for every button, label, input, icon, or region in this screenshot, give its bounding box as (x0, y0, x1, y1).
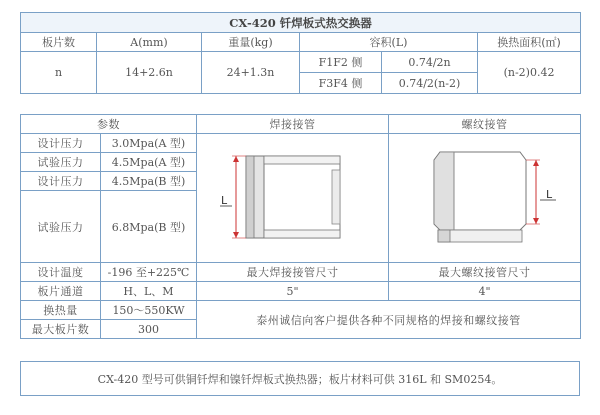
area-label: 换热量 (21, 301, 101, 320)
row-label: 试验压力 (21, 191, 101, 263)
value-plate-count: n (21, 52, 97, 94)
row-value: 4.5Mpa(A 型) (101, 153, 197, 172)
channel-value: H、L、M (101, 282, 197, 301)
supplier-note: 泰州诚信向客户提供各种不同规格的焊接和螺纹接管 (197, 301, 581, 339)
row-label: 设计压力 (21, 134, 101, 153)
f3f4-value: 0.74/2(n-2) (382, 73, 478, 94)
header-volume: 容积(L) (300, 33, 478, 52)
temp-label: 设计温度 (21, 263, 101, 282)
footer-note (20, 361, 580, 396)
f1f2-value: 0.74/2n (382, 52, 478, 73)
row-label: 试验压力 (21, 153, 101, 172)
thread-size-value: 4" (389, 282, 581, 301)
row-label: 设计压力 (21, 172, 101, 191)
value-area: (n-2)0.42 (478, 52, 581, 94)
weld-pipe-drawing (197, 134, 389, 263)
pipe-table (20, 114, 581, 339)
weld-header: 焊接接管 (197, 115, 389, 134)
weld-dim-label: L (220, 194, 227, 207)
temp-value: -196 至+225℃ (101, 263, 197, 282)
thread-dim-label: L (545, 188, 552, 201)
f1f2-label: F1F2 侧 (300, 52, 382, 73)
weld-size-value: 5" (197, 282, 389, 301)
param-header: 参数 (21, 115, 197, 134)
header-weight: 重量(kg) (202, 33, 300, 52)
header-area: 换热面积(㎡) (478, 33, 581, 52)
spec-table (20, 12, 581, 94)
weld-pipe-illustration (218, 146, 368, 250)
header-a-mm: A(mm) (97, 33, 202, 52)
thread-pipe-illustration (410, 146, 560, 250)
value-a-mm: 14+2.6n (97, 52, 202, 94)
max-plates-label: 最大板片数 (21, 320, 101, 339)
row-value: 6.8Mpa(B 型) (101, 191, 197, 263)
f3f4-label: F3F4 侧 (300, 73, 382, 94)
footer-note-text: CX-420 型号可供铜钎焊和镍钎焊板式换热器；板片材料可供 316L 和 SM0254。 (97, 372, 503, 386)
row-value: 4.5Mpa(B 型) (101, 172, 197, 191)
thread-pipe-drawing (389, 134, 581, 263)
thread-header: 螺纹接管 (389, 115, 581, 134)
spec-title: CX-420 钎焊板式热交换器 (21, 13, 581, 33)
thread-size-label: 最大螺纹接管尺寸 (389, 263, 581, 282)
value-weight: 24+1.3n (202, 52, 300, 94)
area-value: 150～550KW (101, 301, 197, 320)
weld-size-label: 最大焊接接管尺寸 (197, 263, 389, 282)
channel-label: 板片通道 (21, 282, 101, 301)
row-value: 3.0Mpa(A 型) (101, 134, 197, 153)
max-plates-value: 300 (101, 320, 197, 339)
header-plate-count: 板片数 (21, 33, 97, 52)
